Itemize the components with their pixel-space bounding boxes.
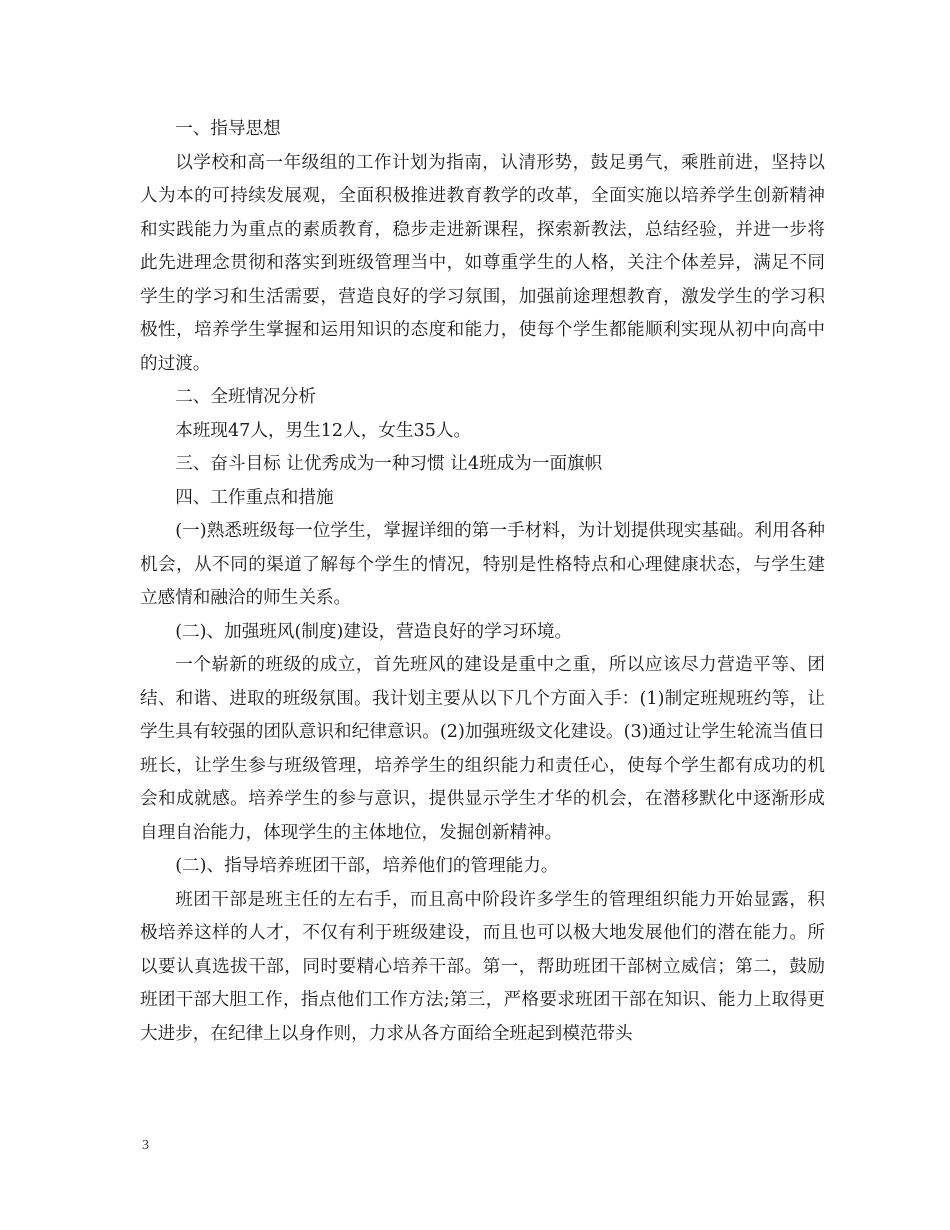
section-heading-goals: 三、奋斗目标 让优秀成为一种习惯 让4班成为一面旗帜 [175, 454, 603, 474]
subheading-class-cadres: (二)、指导培养班团干部，培养他们的管理能力。 [175, 856, 559, 876]
paragraph-know-students: (一)熟悉班级每一位学生，掌握详细的第一手材料，为计划提供现实基础。利用各种机会，从不同的渠道了解每个学生的情况，特别是性格特点和心理健康状态，与学生建立感情和融洽的师生关系。 [140, 521, 825, 608]
section-heading-guiding-ideology: 一、指导思想 [175, 119, 281, 139]
section-heading-class-analysis: 二、全班情况分析 [175, 387, 316, 407]
section-heading-key-work: 四、工作重点和措施 [175, 487, 334, 508]
paragraph-guiding-ideology: 以学校和高一年级组的工作计划为指南，认清形势，鼓足勇气，乘胜前进，坚持以人为本的可持续发展观，全面积极推进教育教学的改革，全面实施以培养学生创新精神和实践能力为重点的素质教育，稳步走进新课程，探索新教法，总结经验，并进一步将此先进理念贯彻和落实到班级管理当中，如尊重学生的人格，关注个体差异，满足不同学生的学习和生活需要，营造良好的学习氛围，加强前途理想教育，激发学生的学习积极性，培养学生掌握和运用知识的态度和能力，使每个学生都能顺利实现从初中向高中的过渡。 [140, 152, 825, 374]
document-body [140, 113, 825, 1051]
paragraph-class-analysis: 本班现47人，男生12人，女生35人。 [175, 420, 472, 441]
page-number: 3 [142, 1138, 149, 1153]
paragraph-class-cadres: 班团干部是班主任的左右手，而且高中阶段许多学生的管理组织能力开始显露，积极培养这样的人才，不仅有利于班级建设，而且也可以极大地发展他们的潜在能力。所以要认真选拔干部，同时要精心培养干部。第一，帮助班团干部树立威信；第二，鼓励班团干部大胆工作，指点他们工作方法;第三，严格要求班团干部在知识、能力上取得更大进步，在纪律上以身作则，力求从各方面给全班起到模范带头 [140, 889, 825, 1044]
paragraph-class-culture: 一个崭新的班级的成立，首先班风的建设是重中之重，所以应该尽力营造平等、团结、和谐、进取的班级氛围。我计划主要从以下几个方面入手：(1)制定班规班约等，让学生具有较强的团队意识和纪律意识。(2)加强班级文化建设。(3)通过让学生轮流当值日班长，让学生参与班级管理，培养学生的组织能力和责任心，使每个学生都有成功的机会和成就感。培养学生的参与意识，提供显示学生才华的机会，在潜移默化中逐渐形成自理自治能力，体现学生的主体地位，发掘创新精神。 [140, 655, 825, 843]
subheading-class-culture: (二)、加强班风(制度)建设，营造良好的学习环境。 [175, 621, 573, 642]
